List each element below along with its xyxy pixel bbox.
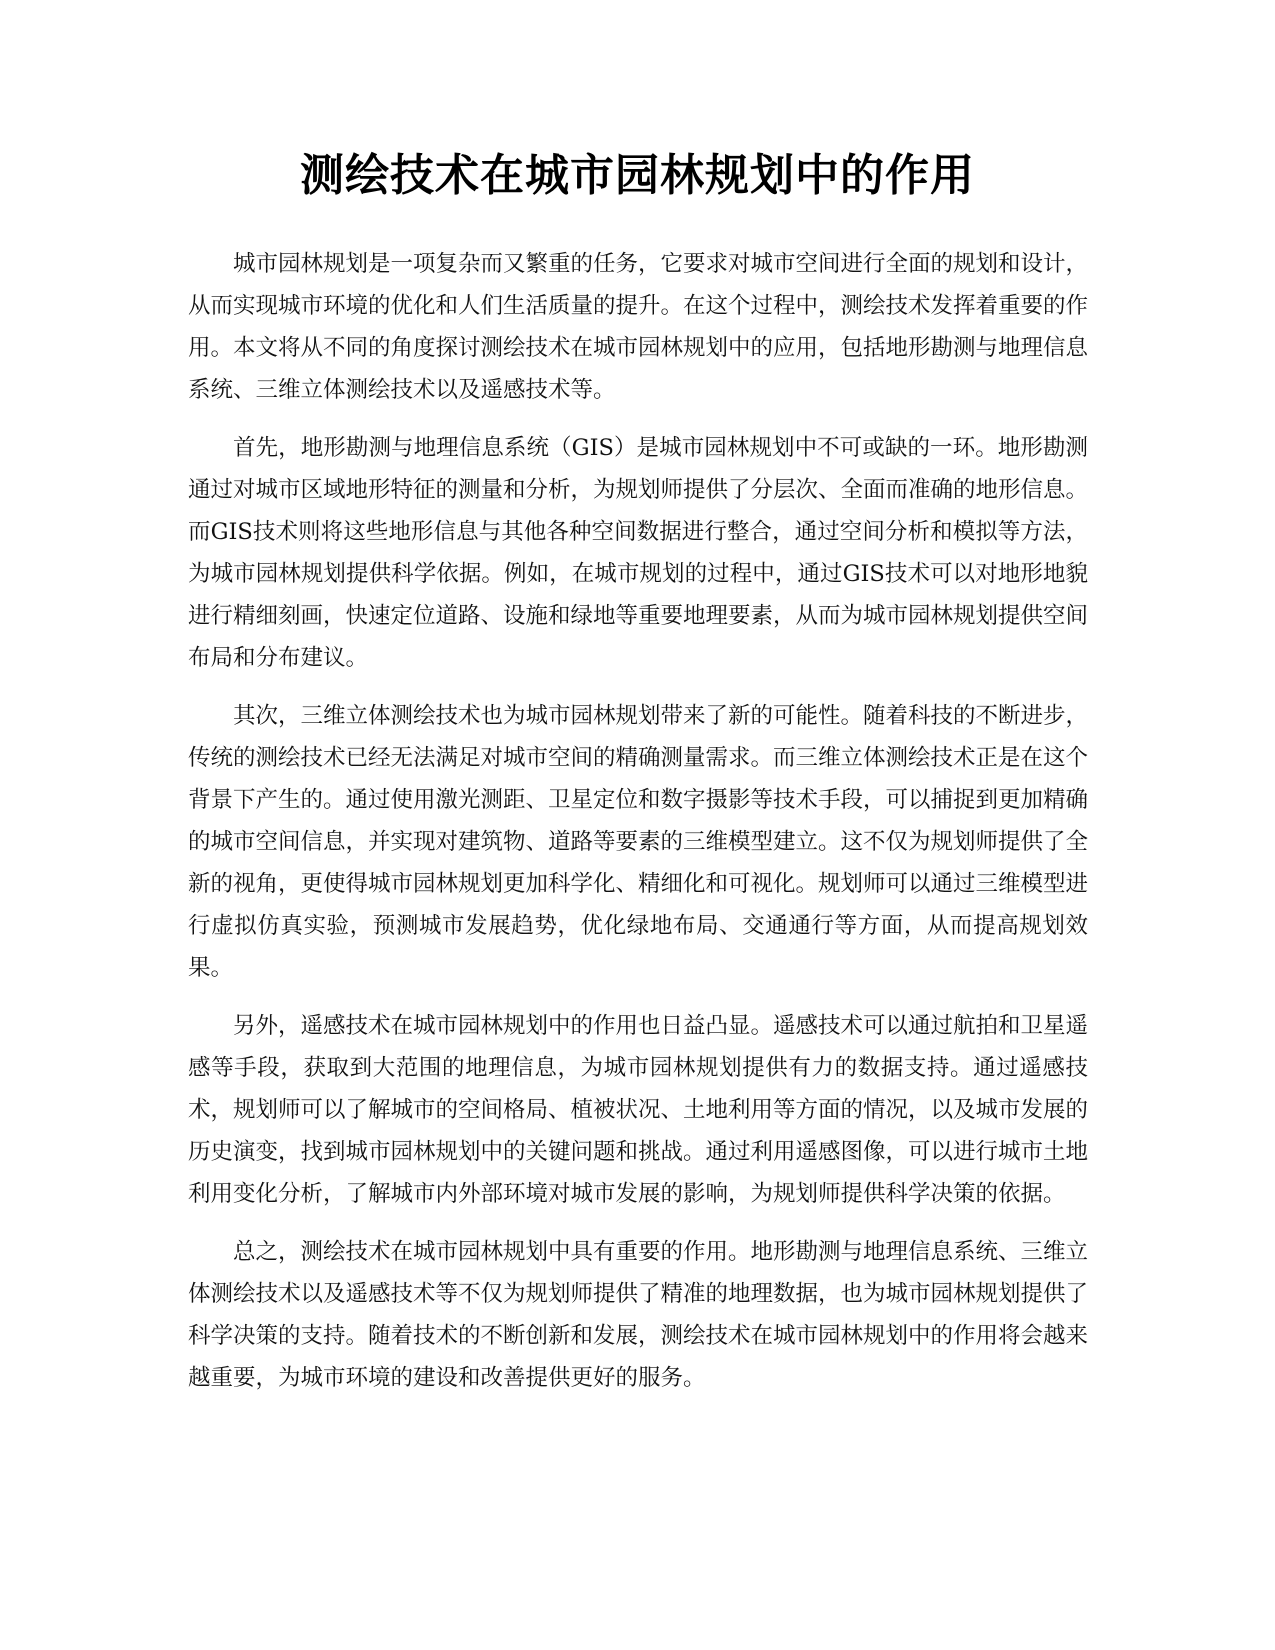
paragraph-gis: 首先，地形勘测与地理信息系统（GIS）是城市园林规划中不可或缺的一环。地形勘测通过对城市区域地形特征的测量和分析，为规划师提供了分层次、全面而准确的地形信息。而GIS技术则将这些地形信息与其他各种空间数据进行整合，通过空间分析和模拟等方法，为城市园林规划提供科学依据。例如，在城市规划的过程中，通过GIS技术可以对地形地貌进行精细刻画，快速定位道路、设施和绿地等重要地理要素，从而为城市园林规划提供空间布局和分布建议。 [188,435,1089,671]
document-title: 测绘技术在城市园林规划中的作用 [300,150,975,201]
paragraph-conclusion: 总之，测绘技术在城市园林规划中具有重要的作用。地形勘测与地理信息系统、三维立体测绘技术以及遥感技术等不仅为规划师提供了精准的地理数据，也为城市园林规划提供了科学决策的支持。随着技术的不断创新和发展，测绘技术在城市园林规划中的作用将会越来越重要，为城市环境的建设和改善提供更好的服务。 [188,1239,1089,1391]
paragraph-3d-surveying: 其次，三维立体测绘技术也为城市园林规划带来了新的可能性。随着科技的不断进步，传统的测绘技术已经无法满足对城市空间的精确测量需求。而三维立体测绘技术正是在这个背景下产生的。通过使用激光测距、卫星定位和数字摄影等技术手段，可以捕捉到更加精确的城市空间信息，并实现对建筑物、道路等要素的三维模型建立。这不仅为规划师提供了全新的视角，更使得城市园林规划更加科学化、精细化和可视化。规划师可以通过三维模型进行虚拟仿真实验，预测城市发展趋势，优化绿地布局、交通通行等方面，从而提高规划效果。 [188,703,1089,981]
paragraph-remote-sensing: 另外，遥感技术在城市园林规划中的作用也日益凸显。遥感技术可以通过航拍和卫星遥感等手段，获取到大范围的地理信息，为城市园林规划提供有力的数据支持。通过遥感技术，规划师可以了解城市的空间格局、植被状况、土地利用等方面的情况，以及城市发展的历史演变，找到城市园林规划中的关键问题和挑战。通过利用遥感图像，可以进行城市土地利用变化分析，了解城市内外部环境对城市发展的影响，为规划师提供科学决策的依据。 [188,1013,1089,1207]
document-body [188,243,1088,1415]
paragraph-intro: 城市园林规划是一项复杂而又繁重的任务，它要求对城市空间进行全面的规划和设计，从而实现城市环境的优化和人们生活质量的提升。在这个过程中，测绘技术发挥着重要的作用。本文将从不同的角度探讨测绘技术在城市园林规划中的应用，包括地形勘测与地理信息系统、三维立体测绘技术以及遥感技术等。 [188,251,1089,403]
